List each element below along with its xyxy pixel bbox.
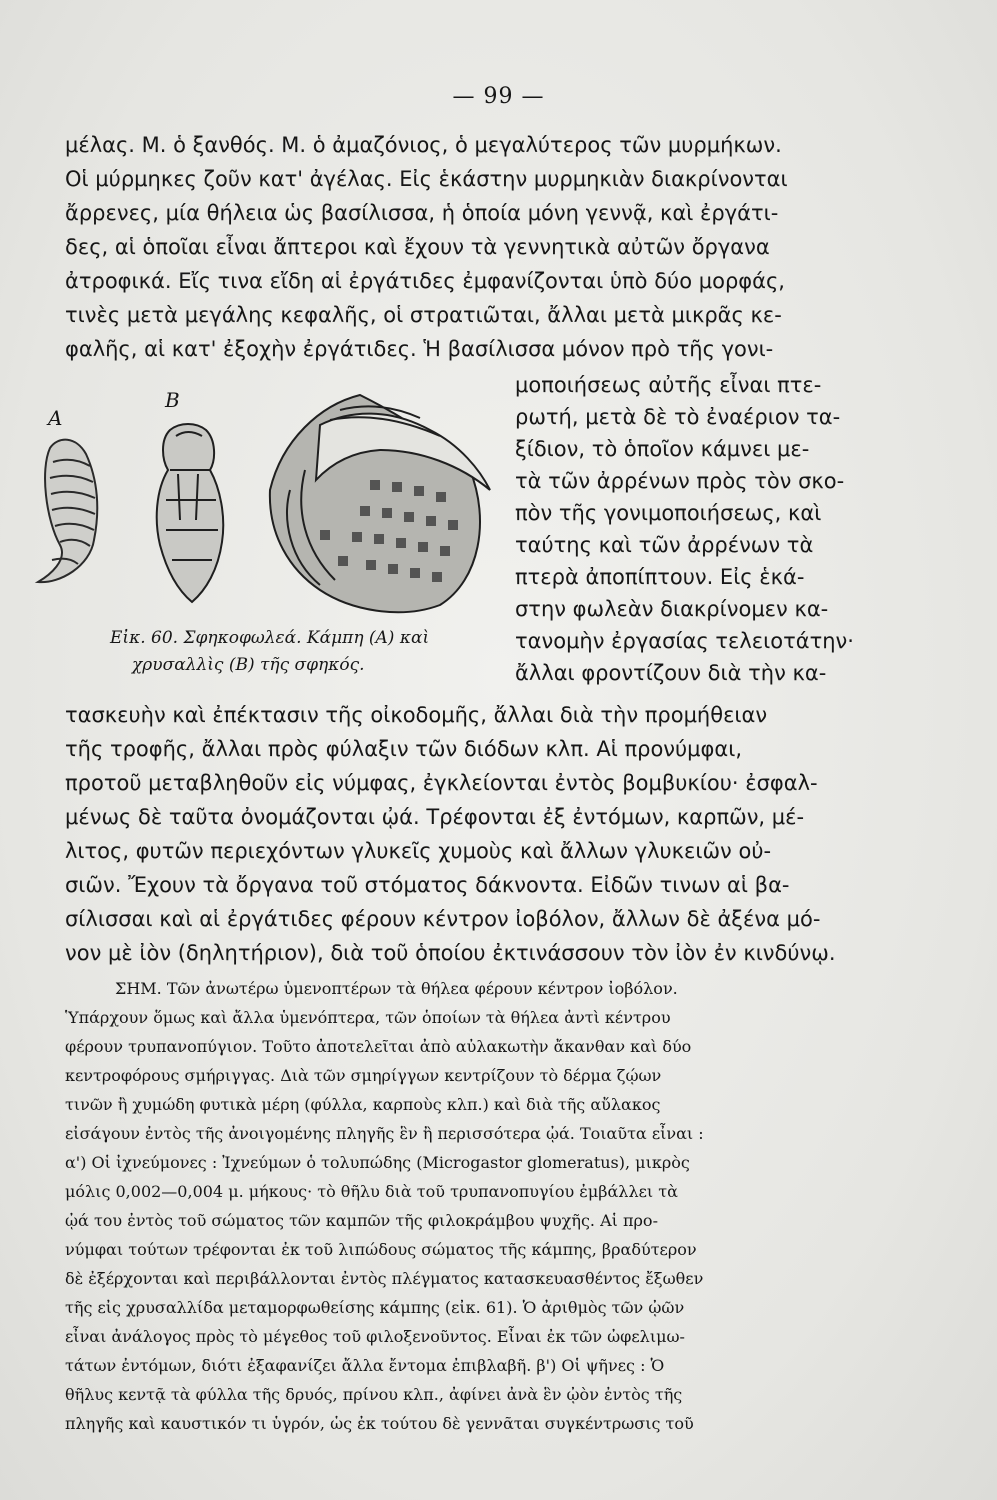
note-line: φέρουν τρυπανοπύγιον. Τοῦτο ἀποτελεῖται ἀπὸ αὐλακωτὴν ἄκανθαν καὶ δύο xyxy=(65,1037,692,1056)
figure-wasp-nest xyxy=(20,370,500,685)
side-text-line: ταύτης καὶ τῶν ἀρρένων τὰ xyxy=(515,533,814,557)
side-text-line: ρωτή, μετὰ δὲ τὸ ἐναέριον τα- xyxy=(515,405,841,429)
note-line: Ὑπάρχουν ὅμως καὶ ἄλλα ὑμενόπτερα, τῶν ὁποίων τὰ θήλεα ἀντὶ κέντρου xyxy=(65,1008,671,1027)
note-line: κεντροφόρους σμήριγγας. Διὰ τῶν σμηρίγγων κεντρίζουν τὸ δέρμα ζῴων xyxy=(65,1066,662,1085)
note-line: ΣΗΜ. Τῶν ἀνωτέρω ὑμενοπτέρων τὰ θήλεα φέρουν κέντρον ἰοβόλον. xyxy=(115,979,678,998)
side-text-line: πὸν τῆς γονιμοποιήσεως, καὶ xyxy=(515,501,822,525)
text-line: λιτος, φυτῶν περιεχόντων γλυκεῖς χυμοὺς καὶ ἄλλων γλυκειῶν οὐ- xyxy=(65,839,772,863)
text-line: μέλας. Μ. ὁ ξανθός. Μ. ὁ ἀμαζόνιος, ὁ μεγαλύτερος τῶν μυρμήκων. xyxy=(65,133,782,157)
text-line: τινὲς μετὰ μεγάλης κεφαλῆς, οἱ στρατιῶται, ἄλλαι μετὰ μικρᾶς κε- xyxy=(65,303,782,327)
note-line: τινῶν ἢ χυμώδη φυτικὰ μέρη (φύλλα, καρποὺς κλπ.) καὶ διὰ τῆς αὔλακος xyxy=(65,1095,661,1114)
page-number: — 99 — xyxy=(452,84,545,109)
side-text-line: πτερὰ ἀποπίπτουν. Εἰς ἑκά- xyxy=(515,565,805,589)
note-line: τάτων ἐντόμων, διότι ἐξαφανίζει ἄλλα ἔντομα ἐπιβλαβῆ. β') Οἱ ψῆνες : Ὁ xyxy=(65,1356,665,1375)
text-line: φαλῆς, αἱ κατ' ἐξοχὴν ἐργάτιδες. Ἡ βασίλισσα μόνον πρὸ τῆς γονι- xyxy=(65,337,774,361)
note-line: εἰσάγουν ἐντὸς τῆς ἀνοιγομένης πληγῆς ἓν ἢ περισσότερα ᾠά. Τοιαῦτα εἶναι : xyxy=(65,1124,704,1143)
text-line: τασκευὴν καὶ ἐπέκτασιν τῆς οἰκοδομῆς, ἄλλαι διὰ τὴν προμήθειαν xyxy=(65,703,768,727)
side-text-line: μοποιήσεως αὐτῆς εἶναι πτε- xyxy=(515,373,822,397)
side-text-line: τὰ τῶν ἀρρένων πρὸς τὸν σκο- xyxy=(515,469,845,493)
note-line: πληγῆς καὶ καυστικόν τι ὑγρόν, ὡς ἐκ τούτου δὲ γεννᾶται συγκέντρωσις τοῦ xyxy=(65,1414,694,1433)
side-text-line: ἄλλαι φροντίζουν διὰ τὴν κα- xyxy=(515,661,827,685)
text-line: Οἱ μύρμηκες ζοῦν κατ' ἀγέλας. Εἰς ἑκάστην μυρμηκιὰν διακρίνονται xyxy=(65,167,788,191)
text-line: τῆς τροφῆς, ἄλλαι πρὸς φύλαξιν τῶν διόδων κλπ. Αἱ προνύμφαι, xyxy=(65,737,743,761)
text-line: δες, αἱ ὁποῖαι εἶναι ἄπτεροι καὶ ἔχουν τὰ γεννητικὰ αὐτῶν ὄργανα xyxy=(65,235,770,259)
note-line: νύμφαι τούτων τρέφονται ἐκ τοῦ λιπώδους σώματος τῆς κάμπης, βραδύτερον xyxy=(65,1240,697,1259)
text-line: ἀτροφικά. Εἴς τινα εἴδη αἱ ἐργάτιδες ἐμφανίζονται ὑπὸ δύο μορφάς, xyxy=(65,269,785,293)
figure-caption-line-2: χρυσαλλὶς (Β) τῆς σφηκός. xyxy=(132,655,365,675)
text-line: σιῶν. Ἔχουν τὰ ὄργανα τοῦ στόματος δάκνοντα. Εἰδῶν τινων αἱ βα- xyxy=(65,873,790,897)
side-text-line: ξίδιον, τὸ ὁποῖον κάμνει με- xyxy=(515,437,810,461)
note-line: θῆλυς κεντᾷ τὰ φύλλα τῆς δρυός, πρίνου κλπ., ἀφίνει ἀνὰ ἓν ᾠὸν ἐντὸς τῆς xyxy=(65,1385,683,1404)
note-line: α') Οἱ ἰχνεύμονες : Ἰχνεύμων ὁ τολυπώδης (Microgastor glomeratus), μικρὸς xyxy=(65,1153,690,1172)
figure-label-b: B xyxy=(165,388,180,412)
pupa-drawing xyxy=(157,424,224,602)
note-line: ᾠά του ἐντὸς τοῦ σώματος τῶν καμπῶν τῆς φιλοκράμβου ψυχῆς. Αἱ προ- xyxy=(65,1211,658,1230)
figure-illustration xyxy=(20,370,500,620)
side-text-line: τανομὴν ἐργασίας τελειοτάτην· xyxy=(515,629,854,653)
note-line: μόλις 0,002—0,004 μ. μήκους· τὸ θῆλυ διὰ τοῦ τρυπανοπυγίου ἐμβάλλει τὰ xyxy=(65,1182,678,1201)
side-text-line: στην φωλεὰν διακρίνομεν κα- xyxy=(515,597,829,621)
note-line: εἶναι ἀνάλογος πρὸς τὸ μέγεθος τοῦ φιλοξενοῦντος. Εἶναι ἐκ τῶν ὠφελιμω- xyxy=(65,1327,685,1346)
figure-label-a: A xyxy=(48,406,63,430)
text-line: σίλισσαι καὶ αἱ ἐργάτιδες φέρουν κέντρον ἰοβόλον, ἄλλων δὲ ἀξένα μό- xyxy=(65,907,821,931)
note-line: τῆς εἰς χρυσαλλίδα μεταμορφωθείσης κάμπης (εἰκ. 61). Ὁ ἀριθμὸς τῶν ᾠῶν xyxy=(65,1298,685,1317)
text-line: νον μὲ ἰὸν (δηλητήριον), διὰ τοῦ ὁποίου ἐκτινάσσουν τὸν ἰὸν ἐν κινδύνῳ. xyxy=(65,941,836,965)
larva-drawing xyxy=(38,440,97,583)
nest-drawing xyxy=(270,395,490,612)
text-line: μένως δὲ ταῦτα ὀνομάζονται ᾠά. Τρέφονται ἐξ ἐντόμων, καρπῶν, μέ- xyxy=(65,805,805,829)
text-line: προτοῦ μεταβληθοῦν εἰς νύμφας, ἐγκλείονται ἐντὸς βομβυκίου· ἐσφαλ- xyxy=(65,771,818,795)
note-line: δὲ ἐξέρχονται καὶ περιβάλλονται ἐντὸς πλέγματος κατασκευασθέντος ἔξωθεν xyxy=(65,1269,704,1288)
text-line: ἄρρενες, μία θήλεια ὡς βασίλισσα, ἡ ὁποία μόνη γεννᾷ, καὶ ἐργάτι- xyxy=(65,201,779,225)
figure-caption-line-1: Εἰκ. 60. Σφηκοφωλεά. Κάμπη (Α) καὶ xyxy=(110,628,430,648)
